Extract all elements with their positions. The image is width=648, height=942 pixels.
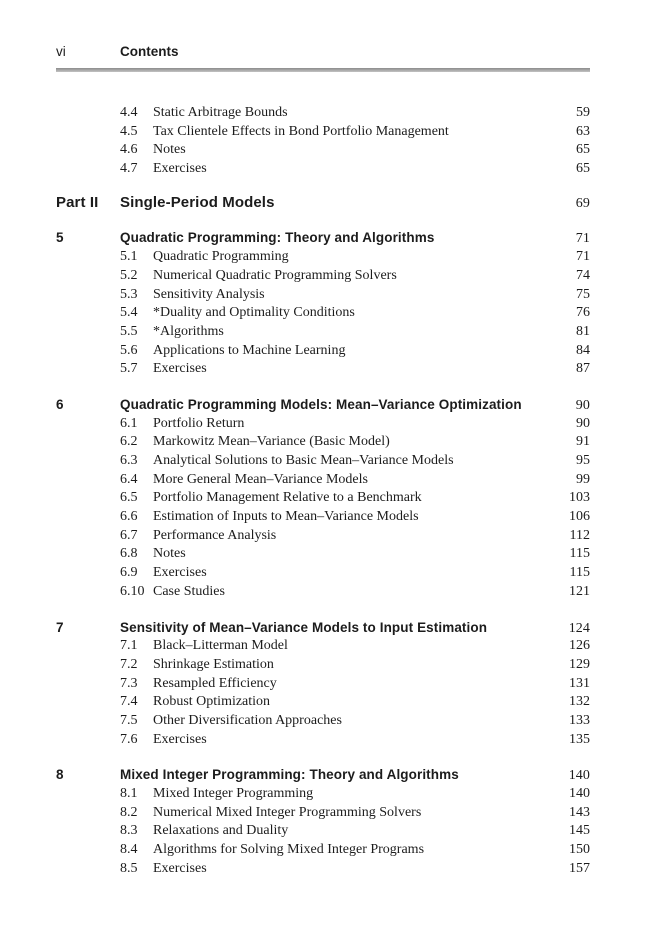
toc-entry-section-number: 7.1 [120, 638, 138, 654]
toc-entry-section-number: 7.2 [120, 656, 138, 672]
toc-entry [56, 693, 590, 712]
toc-entry [56, 656, 590, 675]
toc-entry [56, 583, 590, 602]
toc-entry-section-number: 6.1 [120, 415, 138, 431]
toc-entry [56, 342, 590, 361]
toc-entry-title: Estimation of Inputs to Mean–Variance Models [153, 509, 419, 525]
toc-entry-title: Exercises [153, 361, 207, 377]
toc-entry [56, 123, 590, 142]
toc-entry-section-number: 6.3 [120, 453, 138, 468]
toc-entry-section-number: 5.7 [120, 361, 138, 377]
toc-entry-section-number: 4.7 [120, 161, 138, 177]
toc-entry [56, 564, 590, 583]
toc-entry-title: Single-Period Models [120, 193, 275, 211]
toc-entry-page-number: 75 [576, 286, 590, 302]
toc-entry-section-number: 8.4 [120, 842, 138, 858]
toc-entry-title: Robust Optimization [153, 694, 271, 710]
toc-entry-title: Shrinkage Estimation [153, 656, 274, 672]
toc-entry-title: Resampled Efficiency [153, 675, 277, 691]
toc-entry-title: Quadratic Programming [153, 249, 289, 265]
toc-entry-title: Exercises [153, 161, 207, 177]
toc-entry [56, 860, 590, 879]
toc-entry [56, 304, 590, 323]
toc-entry [56, 545, 590, 564]
toc-entry-page-number: 63 [576, 123, 590, 139]
toc-entry-title: Numerical Mixed Integer Programming Solvers [153, 804, 422, 820]
toc-entry-page-number: 115 [569, 565, 590, 581]
toc-entry-page-number: 91 [576, 434, 590, 450]
toc-entry-chapter-number: Part II [56, 193, 99, 211]
toc-entry [56, 286, 590, 305]
toc-entry-page-number: 87 [576, 361, 590, 377]
toc-entry-page-number: 132 [569, 694, 590, 710]
toc-entry-page-number: 84 [576, 342, 590, 358]
toc-entry [56, 731, 590, 750]
toc-entry-page-number: 135 [569, 731, 590, 747]
toc-entry-page-number: 112 [569, 527, 590, 543]
toc-entry-section-number: 4.4 [120, 105, 138, 120]
toc-entry [56, 160, 590, 179]
toc-entry-section-number: 6.9 [120, 565, 138, 581]
toc-entry [56, 619, 590, 638]
toc-entry-section-number: 8.5 [120, 860, 138, 876]
toc-entry-section-number: 5.2 [120, 267, 138, 283]
toc-entry [56, 804, 590, 823]
toc-entry-page-number: 103 [569, 490, 590, 506]
toc-entry [56, 396, 590, 415]
toc-entry-title: Notes [153, 142, 186, 158]
toc-entry-page-number: 65 [576, 161, 590, 177]
toc-entry [56, 841, 590, 860]
header-title: Contents [120, 44, 179, 59]
toc-entry-title: Quadratic Programming Models: Mean–Variance Optimization [120, 396, 522, 412]
toc-entry-title: Exercises [153, 860, 207, 876]
toc-entry [56, 360, 590, 379]
toc-entry-section-number: 6.6 [120, 509, 138, 525]
toc-entry [56, 415, 590, 434]
table-of-contents [56, 104, 590, 878]
toc-entry-page-number: 150 [569, 842, 590, 858]
toc-entry-title: Sensitivity of Mean–Variance Models to Input Estimation [120, 619, 488, 635]
toc-entry-title: Quadratic Programming: Theory and Algorithms [120, 230, 435, 246]
toc-entry-title: Exercises [153, 731, 207, 747]
toc-entry [56, 712, 590, 731]
toc-entry-page-number: 143 [569, 804, 590, 820]
toc-entry-section-number: 6.7 [120, 527, 138, 543]
toc-entry [56, 141, 590, 160]
toc-entry-section-number: 8.2 [120, 804, 138, 820]
toc-entry-chapter-number: 5 [56, 230, 64, 246]
toc-entry-title: Static Arbitrage Bounds [153, 105, 288, 120]
toc-entry-title: More General Mean–Variance Models [153, 471, 368, 487]
toc-entry-chapter-number: 6 [56, 396, 64, 412]
toc-entry-title: Exercises [153, 565, 207, 581]
toc-entry-title: Case Studies [153, 583, 225, 599]
toc-entry [56, 433, 590, 452]
toc-entry-chapter-number: 8 [56, 767, 64, 783]
toc-entry-page-number: 71 [575, 231, 590, 247]
toc-entry-page-number: 69 [575, 195, 590, 211]
toc-entry [56, 194, 590, 213]
toc-entry-page-number: 81 [576, 323, 590, 339]
toc-entry-page-number: 140 [569, 786, 590, 801]
toc-entry [56, 675, 590, 694]
toc-entry-title: Notes [153, 546, 186, 562]
header-rule [56, 68, 590, 72]
toc-entry-section-number: 6.8 [120, 546, 138, 562]
toc-entry [56, 452, 590, 471]
toc-entry-section-number: 7.3 [120, 675, 138, 691]
toc-entry-section-number: 6.4 [120, 471, 138, 487]
toc-entry-page-number: 124 [568, 620, 590, 636]
toc-entry-page-number: 157 [569, 860, 590, 876]
toc-entry-page-number: 106 [569, 509, 590, 525]
toc-entry-page-number: 59 [576, 105, 590, 120]
toc-entry-title: Markowitz Mean–Variance (Basic Model) [153, 434, 390, 450]
toc-entry-page-number: 76 [576, 305, 590, 321]
toc-entry-page-number: 133 [569, 712, 590, 728]
toc-entry-section-number: 4.5 [120, 123, 138, 139]
toc-entry [56, 104, 590, 123]
toc-entry-title: Black–Litterman Model [153, 638, 288, 654]
toc-entry-page-number: 121 [569, 583, 590, 599]
toc-entry-page-number: 115 [569, 546, 590, 562]
toc-entry-title: *Algorithms [153, 323, 224, 339]
toc-entry [56, 508, 590, 527]
toc-entry-section-number: 7.4 [120, 694, 138, 710]
toc-entry-section-number: 7.5 [120, 712, 138, 728]
toc-entry-title: Algorithms for Solving Mixed Integer Programs [153, 842, 425, 858]
toc-entry-section-number: 6.5 [120, 490, 138, 506]
toc-entry [56, 527, 590, 546]
toc-entry-page-number: 71 [576, 249, 590, 265]
toc-entry-page-number: 74 [576, 267, 590, 283]
toc-entry-page-number: 145 [569, 823, 590, 839]
toc-entry [56, 248, 590, 267]
toc-entry-title: Other Diversification Approaches [153, 712, 342, 728]
toc-entry [56, 637, 590, 656]
toc-entry [56, 766, 590, 785]
toc-entry-title: Sensitivity Analysis [153, 286, 265, 302]
toc-entry-page-number: 90 [575, 397, 590, 413]
toc-entry [56, 267, 590, 286]
toc-entry-title: Relaxations and Duality [153, 823, 289, 839]
toc-entry [56, 229, 590, 248]
toc-entry [56, 822, 590, 841]
toc-entry-page-number: 140 [568, 768, 590, 784]
toc-entry-title: Performance Analysis [153, 527, 277, 543]
toc-entry-page-number: 131 [569, 675, 590, 691]
toc-entry-section-number: 8.3 [120, 823, 138, 839]
toc-entry-title: Mixed Integer Programming [153, 786, 314, 801]
running-head [56, 44, 590, 62]
toc-entry-page-number: 129 [569, 656, 590, 672]
toc-entry-page-number: 99 [576, 471, 590, 487]
toc-entry-page-number: 95 [576, 453, 590, 468]
toc-entry-title: Analytical Solutions to Basic Mean–Variance Models [153, 453, 454, 468]
toc-entry-section-number: 5.3 [120, 286, 138, 302]
toc-entry [56, 785, 590, 804]
toc-entry-title: Applications to Machine Learning [153, 342, 346, 358]
toc-entry-title: Mixed Integer Programming: Theory and Algorithms [120, 767, 459, 783]
toc-entry-section-number: 5.5 [120, 323, 138, 339]
toc-entry-title: Portfolio Management Relative to a Benchmark [153, 490, 422, 506]
toc-entry-section-number: 8.1 [120, 786, 138, 801]
toc-entry-section-number: 6.2 [120, 434, 138, 450]
toc-entry-title: Numerical Quadratic Programming Solvers [153, 267, 397, 283]
toc-entry-section-number: 7.6 [120, 731, 138, 747]
toc-entry [56, 471, 590, 490]
toc-entry-section-number: 4.6 [120, 142, 138, 158]
toc-entry-page-number: 126 [569, 638, 590, 654]
toc-entry-title: *Duality and Optimality Conditions [153, 305, 355, 321]
toc-entry [56, 489, 590, 508]
toc-entry-chapter-number: 7 [56, 619, 64, 635]
toc-entry-title: Portfolio Return [153, 415, 245, 431]
toc-entry-section-number: 5.1 [120, 249, 138, 265]
toc-entry-page-number: 90 [576, 415, 590, 431]
toc-entry-section-number: 5.4 [120, 305, 138, 321]
toc-entry [56, 323, 590, 342]
folio-page-number: vi [56, 44, 66, 59]
toc-entry-section-number: 5.6 [120, 342, 138, 358]
toc-entry-title: Tax Clientele Effects in Bond Portfolio Management [153, 123, 449, 139]
toc-entry-section-number: 6.10 [120, 583, 145, 599]
toc-entry-page-number: 65 [576, 142, 590, 158]
